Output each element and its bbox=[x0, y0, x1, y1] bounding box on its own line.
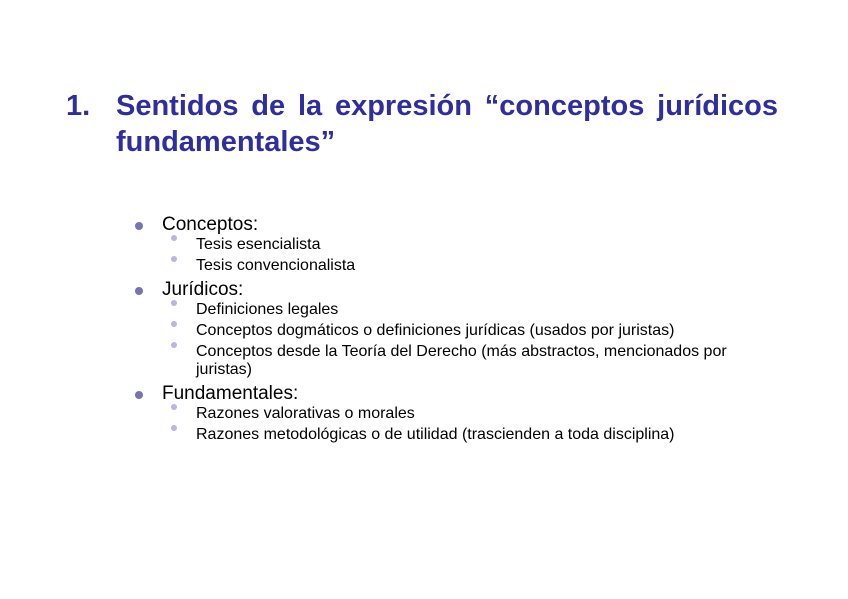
bullet-item-level1 bbox=[134, 382, 784, 405]
section-fundamentales bbox=[134, 382, 784, 444]
sub-bullet-dot-icon bbox=[171, 321, 177, 327]
section-conceptos bbox=[134, 213, 784, 275]
bullet-list bbox=[134, 213, 784, 447]
sub-bullet-dot-icon bbox=[171, 256, 177, 262]
bullet-item-level1 bbox=[134, 213, 784, 236]
sub-bullet-dot-icon bbox=[171, 235, 177, 241]
bullet-dot-icon bbox=[135, 391, 143, 399]
section-label: Jurídicos: bbox=[162, 279, 244, 300]
sub-bullet-dot-icon bbox=[171, 425, 177, 431]
bullet-item-level2 bbox=[134, 236, 784, 254]
bullet-item-level2 bbox=[134, 426, 784, 444]
section-juridicos bbox=[134, 278, 784, 379]
sub-bullet-dot-icon bbox=[171, 300, 177, 306]
bullet-item-level2 bbox=[134, 322, 784, 340]
sub-item-text: Tesis convencionalista bbox=[196, 257, 356, 274]
sub-item-text: Definiciones legales bbox=[196, 301, 339, 318]
sub-item-text: Conceptos dogmáticos o definiciones jurídicas (usados por juristas) bbox=[196, 322, 675, 339]
slide-title bbox=[66, 88, 778, 160]
sub-bullet-list bbox=[134, 236, 784, 275]
sub-bullet-dot-icon bbox=[171, 342, 177, 348]
title-number: 1. bbox=[66, 90, 91, 122]
bullet-dot-icon bbox=[135, 287, 143, 295]
bullet-item-level2 bbox=[134, 405, 784, 423]
bullet-item-level2 bbox=[134, 301, 784, 319]
section-label: Conceptos: bbox=[162, 214, 259, 235]
sub-item-text: Razones metodológicas o de utilidad (trascienden a toda disciplina) bbox=[196, 426, 675, 443]
sub-item-text: Razones valorativas o morales bbox=[196, 405, 415, 422]
sub-bullet-list bbox=[134, 405, 784, 444]
bullet-item-level2 bbox=[134, 343, 784, 379]
section-label: Fundamentales: bbox=[162, 383, 299, 404]
sub-item-text: Conceptos desde la Teoría del Derecho (más abstractos, mencionados por juristas) bbox=[196, 343, 727, 378]
bullet-dot-icon bbox=[135, 222, 143, 230]
sub-item-text: Tesis esencialista bbox=[196, 236, 321, 253]
sub-bullet-dot-icon bbox=[171, 404, 177, 410]
sub-bullet-list bbox=[134, 301, 784, 379]
title-text: Sentidos de la expresión “conceptos jurídicos fundamentales” bbox=[116, 90, 778, 158]
bullet-item-level2 bbox=[134, 257, 784, 275]
bullet-item-level1 bbox=[134, 278, 784, 301]
